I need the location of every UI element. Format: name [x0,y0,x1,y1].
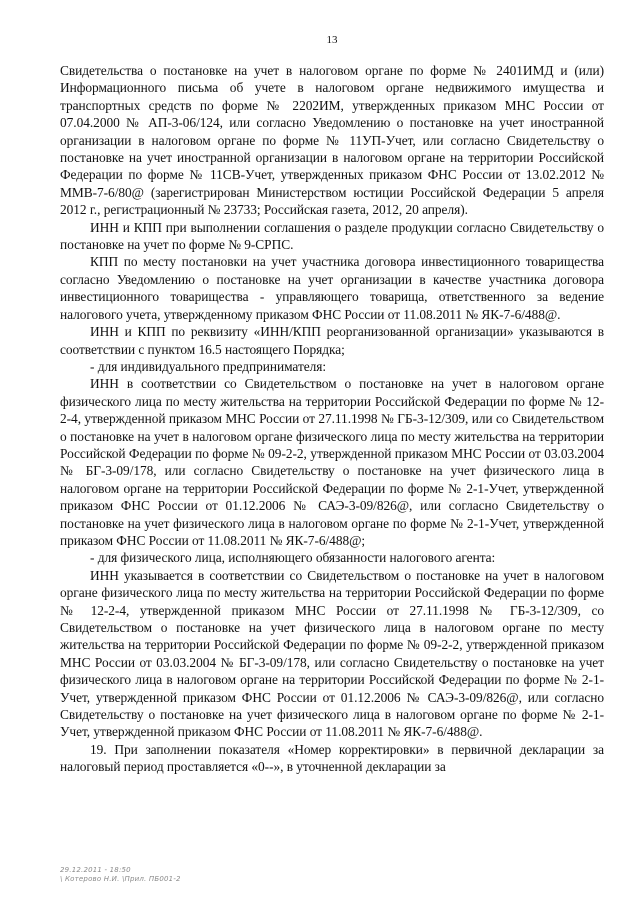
paragraph-kpp-investment-partnership: КПП по месту постановки на учет участника договора инвестиционного товарищества согласно Уведомлению о постановке на учет организации в качестве участника договора инвестиционного товарищества - управляющего товарища, ответственного за ведение налогового учета, утвержденному приказом ФНС России от 11.08.2011 № ЯК-7-6/488@. [60,254,604,322]
paragraph-inn-kpp-reorganized: ИНН и КПП по реквизиту «ИНН/КПП реорганизованной организации» указываются в соответствии с пунктом 16.5 настоящего Порядка; [60,324,604,357]
paragraph-tax-agent-heading: - для физического лица, исполняющего обязанности налогового агента: [90,550,496,566]
footer-stamp [60,866,181,884]
paragraph-individual-entrepreneur-heading: - для индивидуального предпринимателя: [90,358,327,374]
paragraph-certificates-continuation: Свидетельства о постановке на учет в налоговом органе по форме № 2401ИМД и (или) Информационного письма об учете в налоговом органе недвижимого имущества и транспортных средств по форме № 2202ИМ, утвержденных приказом МНС России от 07.04.2000 № АП-3-06/124, или согласно Уведомлению о постановке на учет иностранной организации в налоговом органе по форме № 11УП-Учет, или согласно Свидетельству о постановке на учет иностранной организации в налоговом органе на территории Российской Федерации по форме № 11СВ-Учет, утвержденных приказом ФНС России от 13.02.2012 № ММВ-7-6/80@ (зарегистрирован Министерством юстиции Российской Федерации 5 апреля 2012 г., регистрационный № 23733; Российская газета, 2012, 20 апреля). [60,63,604,218]
page-number: 13 [326,34,338,46]
paragraph-item-19: 19. При заполнении показателя «Номер корректировки» в первичной декларации за налоговый период проставляется «0--», в уточненной декларации за [60,741,604,775]
paragraph-individual-entrepreneur-inn: ИНН в соответствии со Свидетельством о постановке на учет в налоговом органе физического лица по месту жительства на территории Российской Федерации по форме № 12-2-4, утвержденной приказом МНС России от 27.11.1998 № ГБ-3-12/309, или со Свидетельством о постановке на учет в налоговом органе физического лица по месту жительства на территории Российской Федерации по форме № 09-2-2, утвержденной приказом МНС России от 03.03.2004 № БГ-3-09/178, или согласно Свидетельству о постановке на учет физического лица в налоговом органе на территории Российской Федерации по форме № 2-1-Учет, утвержденной приказом ФНС России от 01.12.2006 № САЭ-3-09/826@, или согласно Свидетельству о постановке на учет физического лица в налоговом органе по форме № 2-1-Учет, утвержденной приказом ФНС России от 11.08.2011 № ЯК-7-6/488@; [60,376,604,548]
footer-timestamp: 29.12.2011 - 18:50 [60,866,131,874]
paragraph-inn-kpp-psa: ИНН и КПП при выполнении соглашения о разделе продукции согласно Свидетельству о постановке на учет по форме № 9-СРПС. [60,219,604,253]
paragraph-tax-agent-inn: ИНН указывается в соответствии со Свидетельством о постановке на учет в налоговом органе физического лица по месту жительства на территории Российской Федерации по форме № 12-2-4, утвержденной приказом МНС России от 27.11.1998 № ГБ-3-12/309, со Свидетельством о постановке на учет физического лица в налоговом органе по месту жительства на территории Российской Федерации по форме № 09-2-2, утвержденной приказом МНС России от 03.03.2004 № БГ-3-09/178, или согласно Свидетельству о постановке на учет физического лица в налоговом органе на территории Российской Федерации по форме № 2-1-Учет, утвержденной приказом ФНС России от 01.12.2006 № САЭ-3-09/826@, или согласно Свидетельству о постановке на учет физического лица в налоговом органе по форме № 2-1-Учет, утвержденной приказом ФНС России от 11.08.2011 № ЯК-7-6/488@. [60,567,604,740]
document-body [60,62,604,776]
footer-author-path: \ Котерово Н.И. \Прил. ПБ001-2 [60,875,181,883]
